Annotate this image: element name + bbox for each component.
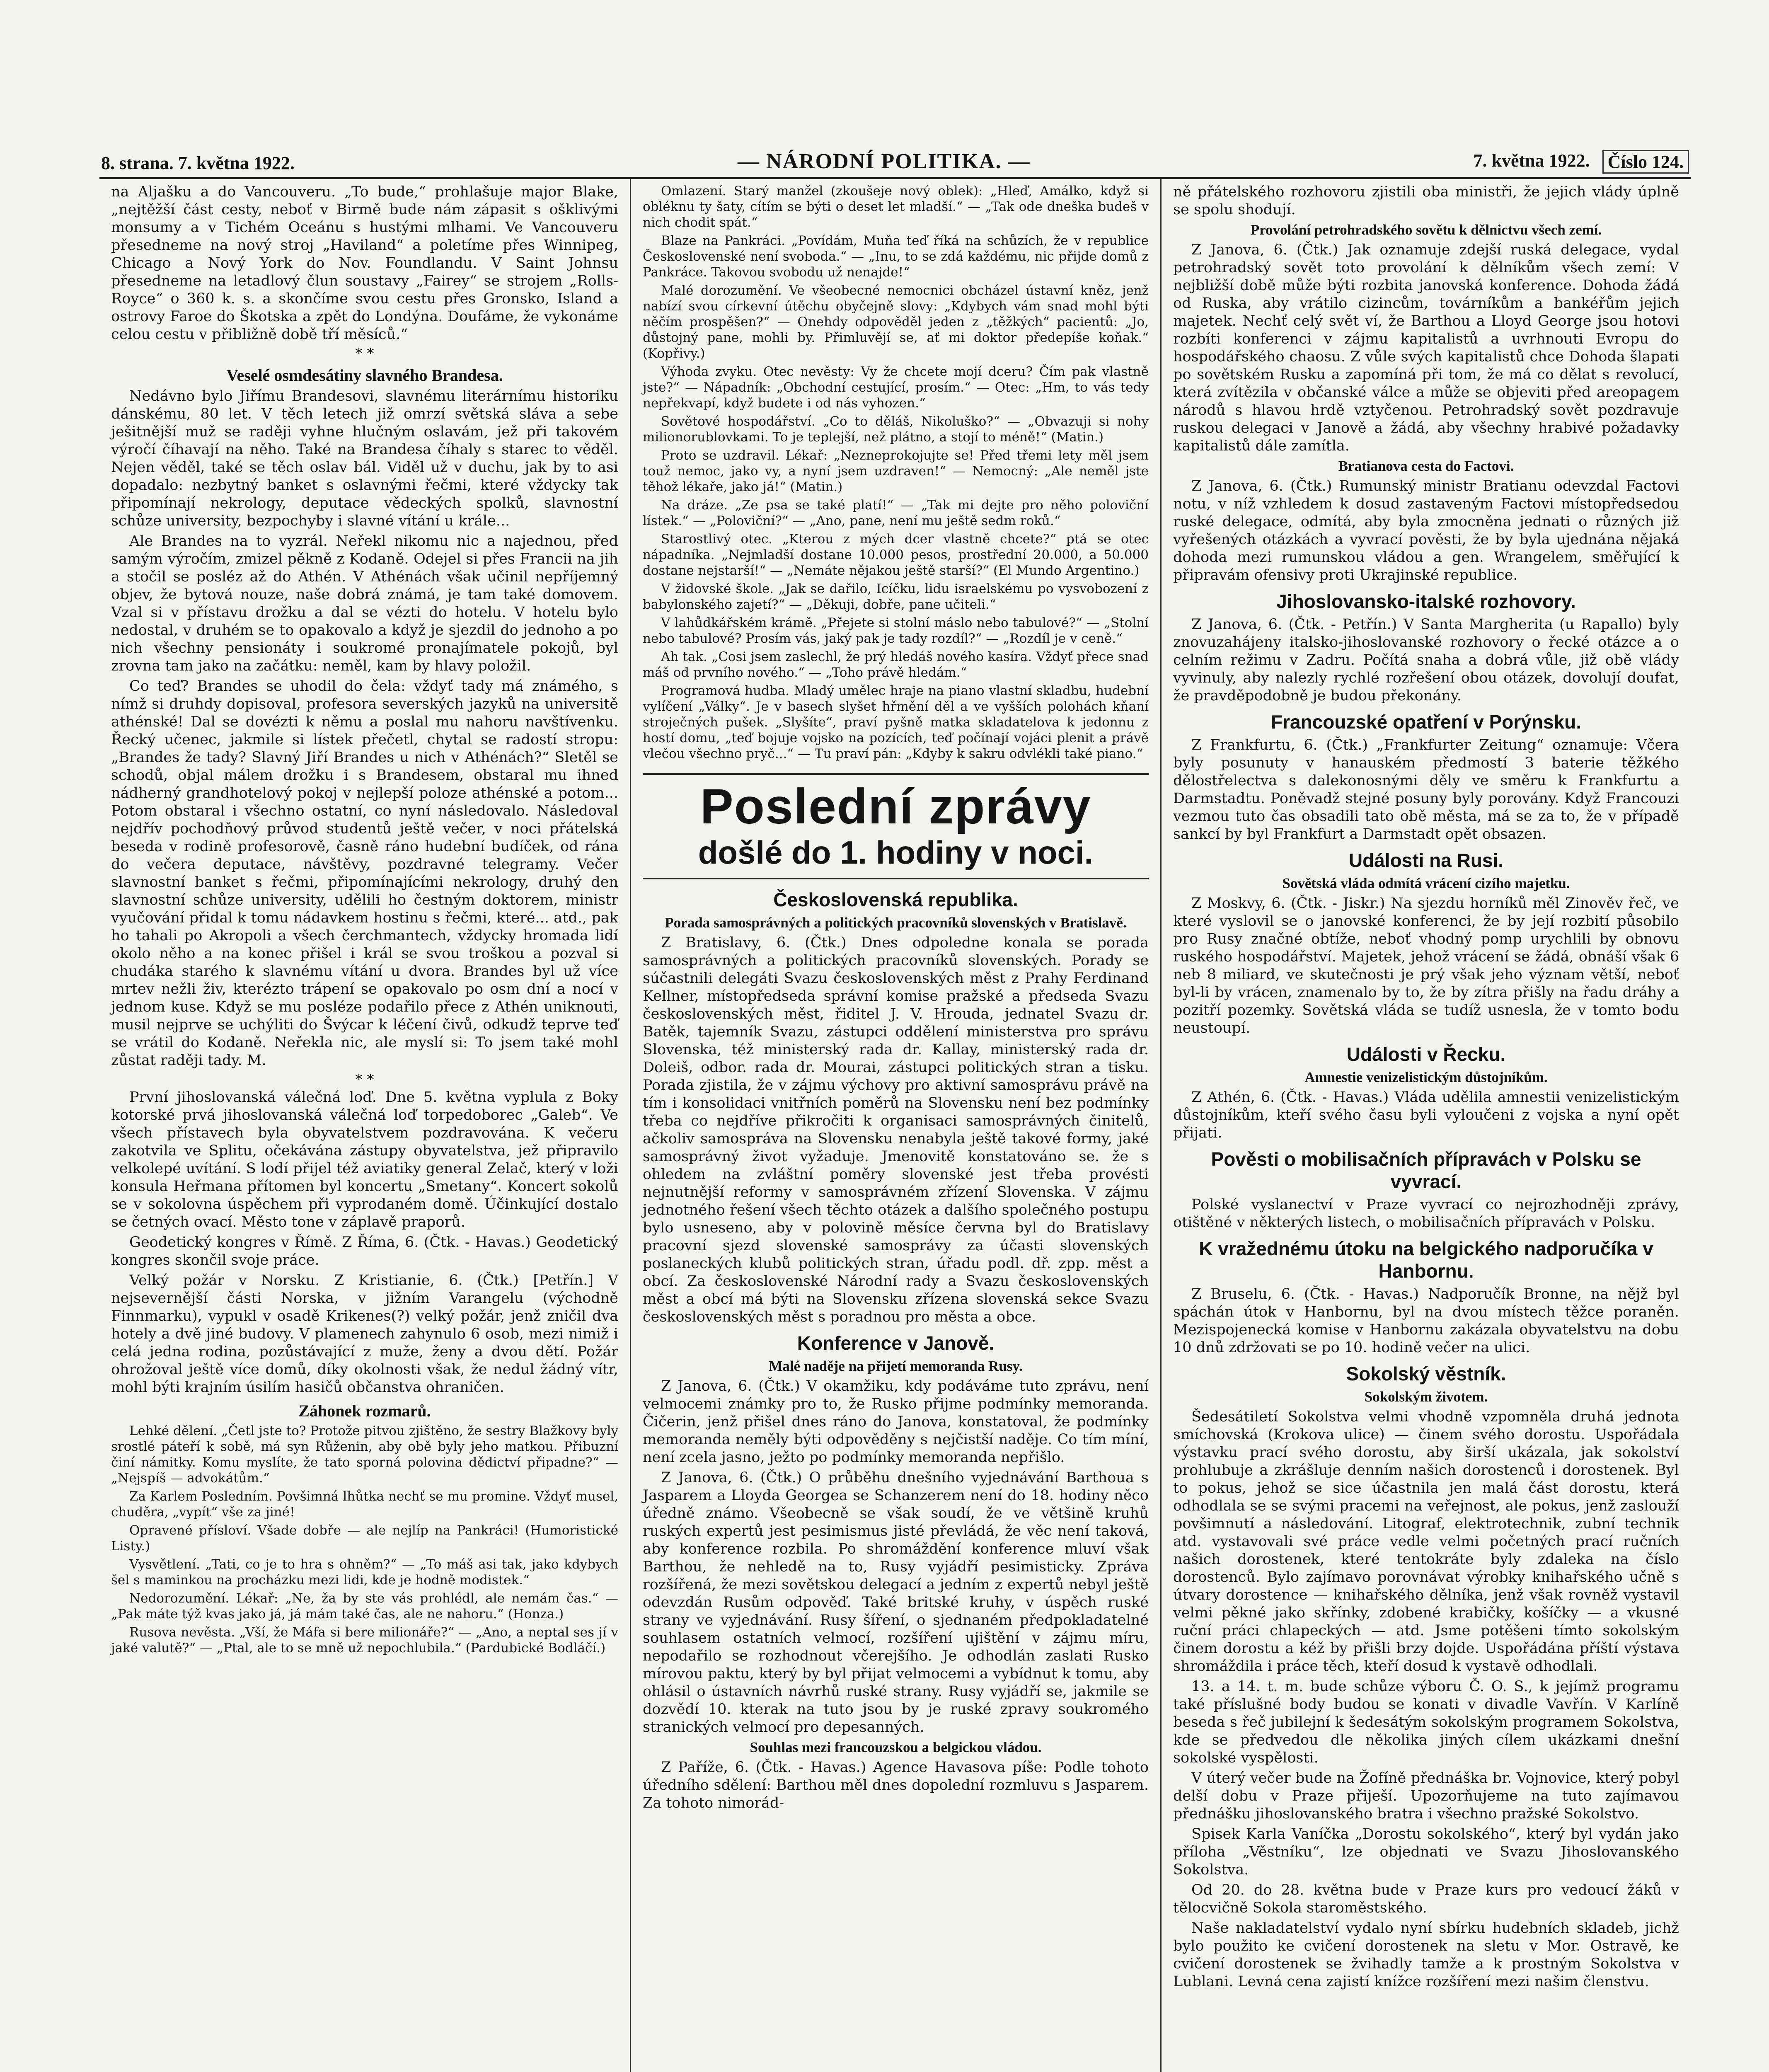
- article-paragraph: ně přátelského rozhovoru zjistili oba ministři, že jejich vlády úplně se spolu shodují.: [1173, 184, 1679, 218]
- humor-item: V lahůdkářském krámě. „Přejete si stolní máslo nebo tabulové?“ — „Stolní nebo tabulové? Prosím vás, jaký pak je tady rozdíl?“ — „Rozdíl je v ceně.“: [643, 615, 1149, 646]
- section-heading: K vražednému útoku na belgického nadporučíka v Hanbornu.: [1199, 1238, 1653, 1282]
- article-heading: Amnestie venizelistickým důstojníkům.: [1304, 1069, 1548, 1085]
- article-paragraph: Z Frankfurtu, 6. (Čtk.) „Frankfurter Zeitung“ oznamuje: Včera byly posunuty v hanauském předmostí 3 baterie těžkého dělostřelectva s dalekonosnými děly ve směru k Frankfurtu a Darmstadtu. Poněvadž stejné posuny byly porovány. Když Francouzi vezmou tuto čas obsadili tato obě města, má se za to, že v případě sankcí by byl Frankfurt a Darmstadt opět obsazen.: [1173, 737, 1679, 842]
- article-paragraph: Z Janova, 6. (Čtk.) Rumunský ministr Bratianu odevzdal Factovi notu, v níž vzhledem k dosud zastaveným Factovi místopředsedou ruské delegace, odmítá, aby byla zmocněna jednati o různých již vyřešených otázkách a vyvrací pověsti, že by byla ujednána nějaká dohoda mezi rumunskou vládou a gen. Wrangelem, směřující k připravám ofensivy proti Ukrajinské republice.: [1173, 478, 1679, 583]
- article-heading: Souhlas mezi francouzskou a belgickou vládou.: [750, 1739, 1042, 1755]
- separator-stars: * *: [355, 1071, 374, 1088]
- article-paragraph: Polské vyslanectví v Praze vyvrací co nejrozhodněji zprávy, otištěné v některých listech, o mobilisačních přípravách v Polsku.: [1173, 1196, 1679, 1231]
- news-item: Geodetický kongres v Římě. Z Říma, 6. (Čtk. - Havas.) Geodetický kongres skončil svoje práce.: [111, 1234, 618, 1268]
- newspaper-title: — NÁRODNÍ POLITIKA. —: [737, 150, 1031, 173]
- article-paragraph: Z Janova, 6. (Čtk. - Petřín.) V Santa Margherita (u Rapallo) byly znovuzahájeny italsko-jihoslovanské rozhovory o řecké otázce a o celním režimu v Zadru. Počítá snaha a dobrá vůle, již obě vlády vyvinuly, aby nalezly rychlé rozřešení obou otázek, dovolují doufat, že pravděpodobně je budou překonány.: [1173, 616, 1679, 704]
- latest-news-banner: [643, 773, 1149, 879]
- humor-item: V židovské škole. „Jak se dařilo, Icíčku, lidu israelskému po vysvobození z babylonského zajetí?“ — „Děkuji, dobře, pane učiteli.“: [643, 581, 1149, 612]
- article-paragraph: Naše nakladatelství vydalo nyní sbírku hudebních skladeb, jichž bylo použito ke cvičení dorostenek na sletu v Mor. Ostravě, ke cvičení dorostenek se žvihadly tamže a k prostným Sokolstva v Lublani. Levná cena zajistí knížce rozšíření mezi našim členstvu.: [1173, 1920, 1679, 1990]
- humor-item: Výhoda zvyku. Otec nevěsty: Vy že chcete mojí dceru? Čím pak vlastně jste?“ — Nápadník: „Obchodní cestující, prosím.“ — Otec: „Hm, to vás tedy nepřekvapí, když budete i od nás vyhozen.“: [643, 364, 1149, 411]
- article-heading: Malé naděje na přijetí memoranda Rusy.: [769, 1358, 1023, 1374]
- section-heading: Události v Řecku.: [1346, 1043, 1506, 1065]
- article-paragraph: Z Janova, 6. (Čtk.) Jak oznamuje zdejší ruská delegace, vydal petrohradský sovět toto provolání k dělníkům všech zemí: V nejbližší době může býti rozbita janovská konference. Dohoda žádá od Ruska, aby vrátilo cizincům, továrníkům a bankéřům jejich majetek. Nechť celý svět ví, že Barthou a Lloyd George jsou hotovi rozbíti konferenci v zájmu kapitalistů a uvrhnouti Evropu do hospodářského chaosu. Z vůle svých kapitalistů chce Dohoda šlapati po sovětském Rusku a zapomíná při tom, že má co dělat s revolucí, která zvítězila v občanské válce a může se objeviti před areopagem národů s hlavou hrdě vztyčenou. Petrohradský sovět pozdravuje ruskou delegaci v Janově a žádá, aby všechny hrabivé požadavky kapitalistů dále zamítla.: [1173, 242, 1679, 454]
- column-1: [99, 179, 630, 2072]
- section-heading: Francouzské opatření v Porýnsku.: [1270, 711, 1581, 733]
- humor-item: Rusova nevěsta. „Vší, že Máfa si bere milionáře?“ — „Ano, a neptal ses jí v jaké valutě?“ — „Ptal, ale to se mně už nepochlubila.“ (Pardubické Bodláčí.): [111, 1625, 618, 1656]
- humor-item: Malé dorozumění. Ve všeobecné nemocnici obcházel ústavní kněz, jenž nabízí svou církevní útěchu obyčejně slovy: „Kdybych vám snad mohl býti něčím prospěšen?“ — Onehdy odpověděl jeden z „těžkých“ pacientů: „Jo, důstojný pane, mohli by. Přimluvějí se, ať mi doktor předepíše koňak.“ (Kopřivy.): [643, 283, 1149, 361]
- section-heading: Události na Rusi.: [1348, 850, 1504, 871]
- article-paragraph: Šedesátiletí Sokolstva velmi vhodně vzpomněla druhá jednota smíchovská (Krokova ulice) — činem svého dorostu. Uspořádala výstavku prací svého dorostu, aby širší ukázala, jak sokolství prohlubuje a zkrášluje denním našich dorostenců i dorostenek. Byl to pokus, jehož se sice účastnila jen malá část dorostu, která odhodlala se se svými pracemi na veřejnost, ale pokus, jenž zaslouží povšimnutí a následování. Litograf, elektrotechnik, zubní technik atd. vystavovali své práce vedle velmi početných prací ručních našich dorostenek, které tentokráte byly zdaleka na číslo dorostenců. Bylo zajímavo porovnávat výrobky knihařského učně s útvary dorostence — knihařského dělníka, jenž však rovněž vystavil velmi pěkné jako skřínky, zdobené krabičky, košíčky — a vkusné ruční práci chlapeckých — atd. Jsme potěšeni tímto sokolským činem dorostu a kéž by přišli brzy dojde. Uspořádána příští výstava shromáždila i práce těch, kteří dosud k vystavě odhodlali.: [1173, 1409, 1679, 1675]
- article-paragraph: Z Janova, 6. (Čtk.) O průběhu dnešního vyjednávání Barthoua s Jasparem a Lloyda Georgea se Schanzerem není do 18. hodiny něco úředně známo. Všeobecně se však soudí, že ve většině kruhů ruských expertů jest pesimismus jisté převládá, že věc není taková, aby konference rozbila. Po shromáždění konference mluví však Barthou, že nehledě na to, Rusy vyjádří pesimisticky. Zpráva rozšířená, že mezi sovětskou delegací a jedním z expertů nebyl ještě odevzdán Rusům odpověď. Také britské kruhy, v úspěch ruské strany ve vyjednávání. Rusy šíření, o sjednaném předpokladatelné souhlasem ostatních velmocí, rozšíření ujištění v zájmu míru, nepodařilo se rozhodnout včerejšího. Je odhodlán zaslati Rusko mírovou paktu, který by byl přijat velmocemi a vybídnut k tomu, aby ohlásil o ústavních návrhů ruské strany. Rusy vyjádří se, jakmile se dozvědí 10. kterak na tuto jsou by je ruské zpravy soukromého stranických velmocí pro depesanných.: [643, 1469, 1149, 1736]
- article-paragraph: 13. a 14. t. m. bude schůze výboru Č. O. S., k jejímž programu také příslušné body budou se konati v divadle Vavřín. V Karlíně beseda s řeč jubilejní k šedesátým sokolským programem Sokolstva, kde se předvedou dle několika jiných cílem ukázkami dnešní sokolské vyspělosti.: [1173, 1678, 1679, 1766]
- article-paragraph: Spisek Karla Vaníčka „Dorostu sokolského“, který byl vydán jako příloha „Věstníku“, lze objednati ve Svazu Jihoslovanského Sokolstva.: [1173, 1826, 1679, 1878]
- banner-subtitle: došlé do 1. hodiny v noci.: [698, 834, 1094, 871]
- humor-item: Proto se uzdravil. Lékař: „Nezneprokojujte se! Před třemi lety měl jsem touž nemoc, jako vy, a nyní jsem uzdraven!“ — Nemocný: „Ale neměl jste těhož lékaře, jako já!“ (Matin.): [643, 448, 1149, 494]
- banner-title: Poslední zprávy: [700, 779, 1091, 834]
- section-heading: Jihoslovansko-italské rozhovory.: [1276, 591, 1576, 612]
- humor-item: Blaze na Pankráci. „Povídám, Muňa teď říká na schůzích, že v republice Československé není svoboda.“ — „Inu, to se zdá každému, nic přijde domů z Pankráce. Takovou svobodu už nenajde!“: [643, 233, 1149, 280]
- humor-item: Nedorozumění. Lékař: „Ne, ža by ste vás prohlédl, ale nemám čas.“ — „Pak máte týž kvas jako já, já mám také čas, ale ne nahoru.“ (Honza.): [111, 1591, 618, 1622]
- article-paragraph: na Aljašku a do Vancouveru. „To bude,“ prohlašuje major Blake, „nejtěžší část cesty, neboť v Birmě bude nám zápasit s ošklivými monsumy a v Tichém Oceánu s hustými mlhami. Ve Vancouveru přesedneme na nový stroj „Haviland“ a poletíme přes Winnipeg, Chicago a Nový York do Nov. Foundlandu. V Saint Johnsu přesedneme na letadlový člun soustavy „Fairey“ se strojem „Rolls-Royce“ o 360 k. s. a skončíme svou cestu přes Gronsko, Island a ostrovy Faroe do Škotska a zpět do Londýna. Doufáme, že vykonáme celou cestu v přibližně době tří měsíců.“: [111, 184, 618, 343]
- humor-item: Programová hudba. Mladý umělec hraje na piano vlastní skladbu, hudební vylíčení „Války“. Je v basech slyšet hřmění děl a ve vyšších polohách kňaní stroječných pušek. „Slyšíte“, praví pyšně matka skladatelova k jedonnu z hostí domu, „teď bojuje vojsko na pozících, teď počínají vojáci plenit a právě vlečou všechno pryč...“ — Tu praví pán: „Kdyby k sakru odvlékli také piano.“: [643, 683, 1149, 761]
- article-paragraph: Z Bruselu, 6. (Čtk. - Havas.) Nadporučík Bronne, na nějž byl spáchán útok v Hanbornu, byl na dvou místech těžce poraněn. Mezispojenecká komise v Hanbornu zakázala obyvatelstvu na dobu 10 dnů zdržovati se po 10. hodině večer na ulici.: [1173, 1286, 1679, 1356]
- humor-item: Omlazení. Starý manžel (zkoušeje nový oblek): „Hleď, Amálko, když si obléknu ty šaty, cítím se býti o deset let mladší.“ — „Tak ode dneška budeš v nich chodit spát.“: [643, 184, 1149, 230]
- humor-item: Opravené přísloví. Všade dobře — ale nejlíp na Pankráci! (Humoristické Listy.): [111, 1523, 618, 1554]
- humor-item: Za Karlem Posledním. Povšimná lhůtka nechť se mu promine. Vždyť musel, chuděra, „vypít“ vše za jiné!: [111, 1489, 618, 1520]
- section-heading: Sokolský věstník.: [1346, 1363, 1506, 1385]
- article-heading: Sovětská vláda odmítá vrácení cizího majetku.: [1282, 875, 1570, 891]
- article-heading: Záhonek rozmarů.: [298, 1402, 431, 1420]
- page-number-date: 8. strana. 7. května 1922.: [101, 153, 295, 173]
- article-heading: Provolání petrohradského sovětu k dělnictvu všech zemí.: [1250, 222, 1602, 238]
- article-paragraph: Co teď? Brandes se uhodil do čela: vždyť tady má známého, s nímž si druhdy dopisoval, profesora severských jazyků na universitě athénské! Dal se dovézti k němu a poslal mu nahoru navštívenku. Řecký učenec, jakmile si lístek přečetl, chytal se radostí stropu: „Brandes že tady? Slavný Jiří Brandes u nich v Athénách?“ Sletěl se schodů, objal málem drožku i s Brandesem, obstaral mu ihned nádherný grandhotelový pokoj v nejlepší poloze athénské a potom... Potom obstaral i všechno ostatní, co nyní následovalo. Následoval nejdřív pochodňový průvod studentů ještě večer, v noci přátelská beseda v rodině profesorově, časně ráno hudební budíček, od rána do večera deputace, návštěvy, pozdravné telegramy. Večer slavnostní banket s řečmi, připomínajícími nekrology, druhý den slavnostní schůze university, udělili ho čestným doktorem, ministr vyučování přidal k tomu nádavkem hostinu s řečmi, které... atd., pak ho tahali po Akropoli a všech čerchmantech, vždycky hromada lidí okolo něho a na konec přišel i král se svou troškou a pozval si chudáka starého k slavnému vítání u dvora. Brandes byl už více mrtev nežli živ, kterézto trápení se opakovalo po osm dní a nocí v jednom kuse. Když se mu posléze podařilo přece z Athén uniknouti, musil nejprve se uchýliti do Švýcar k léčení čivů, odkudž teprve teď se vrátil do Kodaně. Neřekla nic, ale myslí si: To jsem také mohl zůstat raději tady. M.: [111, 678, 618, 1069]
- humor-item: Vysvětlení. „Tati, co je to hra s ohněm?“ — „To máš asi tak, jako kdybych šel s maminkou na procházku mezi lidi, kde je hodně modistek.“: [111, 1557, 618, 1588]
- masthead: [99, 149, 1691, 179]
- section-heading: Pověsti o mobilisačních přípravách v Polsku se vyvrací.: [1211, 1148, 1641, 1192]
- issue-number: Číslo 124.: [1602, 150, 1689, 174]
- article-paragraph: Z Bratislavy, 6. (Čtk.) Dnes odpoledne konala se porada samosprávných a politických pracovníků slovenských. Porady se súčastnili delegáti Svazu československých měst z Prahy Ferdinand Kellner, místopředseda správní komise pražské a předseda Svazu československých měst, řiditel J. V. Hrouda, jednatel Svazu dr. Batěk, tajemník Svazu, zástupci oddělení ministerstva pro správu Slovenska, též ministerský rada dr. Kallay, ministerský rada dr. Doleiš, odbor. rada dr. Mourai, zástupci politických stran a tisku. Porada zjistila, že v zájmu výchovy pro aktivní samosprávu právě na tím i konsolidaci vnitřních poměrů na Slovensku není bez podmínky třeba co nejdříve přikročiti k organisaci samosprávných činitelů, ačkoliv samospráva na Slovensku nenabyla ještě takové formy, jaké samosprávný život vyžaduje. Jmenovitě konstatováno se. že s ohledem na zvláštní poměry slovenské jest třeba provésti nejnutnější reformy v samosprávném zřízení Slovenska. V zájmu jednotného řešení všech těchto otázek a dalšího společného postupu bylo usneseno, aby v polovině měsíce června byl do Bratislavy pracovní sjezd slovenské samosprávy za účasti slovenských poslaneckých klubů politických stran, úřadu podl. dř. zpp. měst a obcí. Za československé Národní rady a Svazu československých měst a obcí má býti na Slovensku zřízena slovenská sekce Svazu československých měst s poradnou pro města a obce.: [643, 934, 1149, 1325]
- article-paragraph: Od 20. do 28. května bude v Praze kurs pro vedoucí žáků v tělocvičně Sokola staroměstského.: [1173, 1882, 1679, 1916]
- column-2: [630, 179, 1160, 2072]
- article-paragraph: V úterý večer bude na Žofíně přednáška br. Vojnovice, který pobyl delší dobu v Praze přiješí. Upozorňujeme na tuto zajímavou přednášku jihoslovanského bratra i všechno pražské Sokolstvo.: [1173, 1770, 1679, 1822]
- article-paragraph: Z Moskvy, 6. (Čtk. - Jiskr.) Na sjezdu horníků měl Zinověv řeč, ve které vyslovil se o janovské konferenci, že by její rozbití působilo pro Rusy značné obtíže, neboť vhodný pomp urychlili by obnovu ruského hospodářství. Majetek, jehož vrácení se žádá, obnáší však 6 neb 8 miliard, ve skutečnosti je prý však jeho význam větší, neboť byl-li by vrácen, znamenalo by to, že by zítra přišly na řadu dráhy a pozitří pozemky. Sovětská vláda se tudíž usnesla, že v tomto bodu neustoupí.: [1173, 895, 1679, 1036]
- humor-item: Starostlivý otec. „Kterou z mých dcer vlastně chcete?“ ptá se otec nápadníka. „Nejmladší dostane 10.000 pesos, prostřední 20.000, a 50.000 dostane nejstarší!“ — „Nemáte nějakou ještě starší?“ (El Mundo Argentino.): [643, 532, 1149, 578]
- column-3: [1160, 179, 1691, 2072]
- article-heading: Bratianova cesta do Factovi.: [1338, 458, 1514, 474]
- newspaper-page: [99, 149, 1691, 2072]
- news-item: Velký požár v Norsku. Z Kristianie, 6. (Čtk.) [Petřín.] V nejsevernější části Norska, v jižním Varangelu (východně Finnmarku), vypukl v osadě Krikenes(?) velký požár, jenž zničil dva hotely a dvě jiné budovy. V plamenech zahynulo 6 osob, mezi nimiž i celá jedna rodina, pozůstávající z muže, ženy a dvou dětí. Požár ohrožoval ještě více domů, díky okolnosti však, že nedul žádný vítr, mohl býti krajním úsilím hasičů občanstva ohraničen.: [111, 1272, 618, 1396]
- article-paragraph: Z Paříže, 6. (Čtk. - Havas.) Agence Havasova píše: Podle tohoto úředního sdělení: Barthou měl dnes dopolední rozmluvu s Jasparem. Za tohoto nimorád-: [643, 1759, 1149, 1811]
- humor-item: Ah tak. „Cosi jsem zaslechl, že prý hledáš nového kasíra. Vždyť přece snad máš od prvního nového.“ — „Toho právě hledám.“: [643, 649, 1149, 680]
- humor-item: Na dráze. „Ze psa se také platí!“ — „Tak mi dejte pro něho poloviční lístek.“ — „Poloviční?“ — „Ano, pane, není mu ještě sedm roků.“: [643, 498, 1149, 528]
- section-heading: Československá republika.: [773, 889, 1018, 910]
- article-heading: Sokolským životem.: [1364, 1389, 1488, 1405]
- humor-item: Sovětové hospodářství. „Co to děláš, Nikoluško?“ — „Obvazuji si nohy milionorublovkami. To je teplejší, než plátno, a stojí to méně!“ (Matin.): [643, 414, 1149, 445]
- article-paragraph: Ale Brandes na to vyzrál. Neřekl nikomu nic a najednou, před samým výročím, zmizel pěkně z Kodaně. Odejel si přes Francii na jih a stočil se posléz až do Athén. V Athénách však učinil nepříjemný objev, že bytová nouze, naše dobrá známá, je tam také domovem. Vzal si v přístavu drožku a dal se vézti do hotelu. V hotelu bylo nedostal, v druhém se to opakovalo a když je sjezdil do jednoho a po nich všechny pensionáty i soukromé pronajímatele pokojů, byl zrovna tam jako na začátku: neměl, kam by hlavy položil.: [111, 533, 618, 674]
- separator-stars: * *: [355, 345, 374, 362]
- issue-date: 7. května 1922.: [1473, 150, 1590, 171]
- article-paragraph: Z Athén, 6. (Čtk. - Havas.) Vláda udělila amnestii venizelistickým důstojníkům, kteří svého času byli vyloučeni z vojska a nyní opět přijati.: [1173, 1089, 1679, 1141]
- news-item: První jihoslovanská válečná loď. Dne 5. května vyplula z Boky kotorské prvá jihoslovanská válečná loď torpedoborec „Galeb“. Ve všech přístavech byla obyvatelstvem pozdravována. K večeru zakotvila ve Splitu, očekávána zástupy obyvatelstva, jež připravilo velkolepé uvítání. S lodí přijel též aviatiky general Zelač, který v loži konsula Heřmana přítomen byl koncertu „Smetany“. Koncert sokolů se v sokolovna úspěchem při vyprodaném domě. Účinkující dostalo se četných ovací. Město tone v záplavě praporů.: [111, 1089, 618, 1230]
- article-heading: Porada samosprávných a politických pracovníků slovenských v Bratislavě.: [665, 915, 1127, 931]
- article-paragraph: Z Janova, 6. (Čtk.) V okamžiku, kdy podáváme tuto zprávu, není velmocemi známky pro to, že Rusko přijme podmínky memoranda. Čičerin, jenž přišel dnes ráno do Janova, konstatoval, že podmínky memoranda neměly býti odpověděny s nejčistší naděje. Co tím míní, není zcela jasno, ježto po podmínky memoranda nepřišlo.: [643, 1378, 1149, 1466]
- section-heading: Konference v Janově.: [797, 1332, 995, 1354]
- article-paragraph: Nedávno bylo Jiřímu Brandesovi, slavnému literárnímu historiku dánskému, 80 let. V těch letech již omrzí světská sláva a sebe ješitnější muž se raději vyhne hlučným oslavám, jež při takovém výročí číhavají na něho. Také na Brandesa číhaly s starec to věděl. Nejen věděl, také se těch oslav bál. Viděl už v duchu, jak by to asi dopadalo: nezbytný banket s oslavnými řečmi, které vždycky tak připomínají nekrology, deputace vědeckých spolků, slavnostní schůze university, bezpochyby i slavné vítání u krále...: [111, 388, 618, 529]
- humor-item: Lehké dělení. „Četl jste to? Protože pitvou zjištěno, že sestry Blažkovy byly srostlé páteří k sobě, má syn Růženin, aby obě byly jeho matkou. Přibuzní činí námitky. Komu myslíte, že tato sporná polovina dědictví připadne?“ — „Nejspíš — advokátům.“: [111, 1423, 618, 1486]
- article-heading: Veselé osmdesátiny slavného Brandesa.: [226, 366, 503, 385]
